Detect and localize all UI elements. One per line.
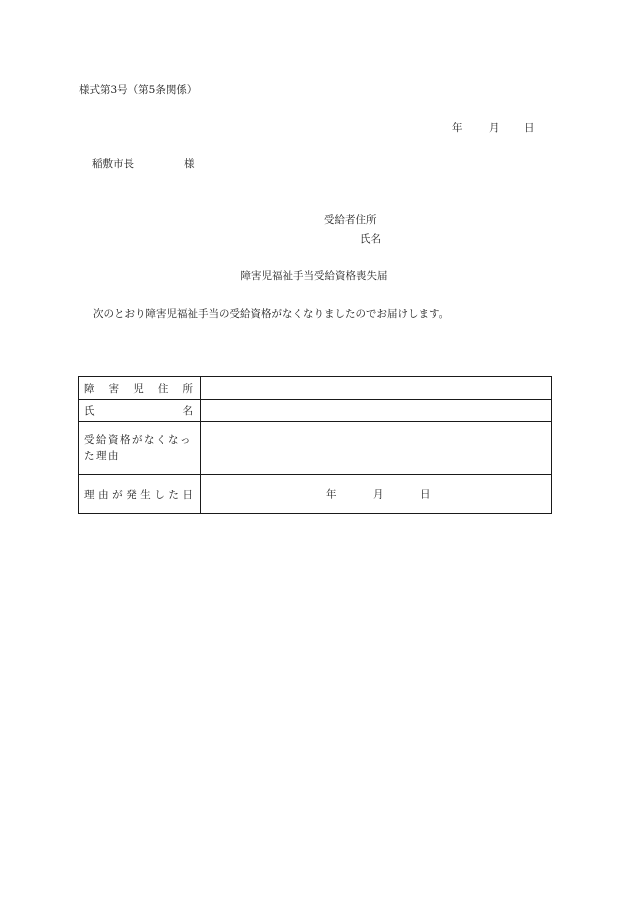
- occurrence-day-label: 日: [420, 488, 431, 501]
- statement-text: 次のとおり障害児福祉手当の受給資格がなくなりましたのでお届けします。: [93, 308, 450, 320]
- applicant-name-label: 氏名: [360, 233, 381, 245]
- occurrence-date-label: 理 由 が 発 生 し た 日: [79, 475, 201, 514]
- addressee-name: 稲敷市長: [92, 158, 134, 170]
- occurrence-date-field[interactable]: [201, 475, 552, 514]
- table-row-occurrence-date: [79, 475, 552, 514]
- table-row-child-address: [79, 377, 552, 400]
- child-address-field[interactable]: [201, 377, 552, 400]
- date-day-label: 日: [524, 122, 535, 134]
- document-title: 障害児福祉手当受給資格喪失届: [240, 270, 388, 282]
- table-row-reason: [79, 422, 552, 475]
- name-label: 氏 名: [79, 400, 201, 422]
- name-field[interactable]: [201, 400, 552, 422]
- form-table: [78, 376, 552, 514]
- reason-field[interactable]: [201, 422, 552, 475]
- form-number: 様式第3号（第5条関係）: [79, 84, 198, 96]
- addressee-honorific: 様: [184, 158, 195, 170]
- reason-label: 受給資格がなくなった理由: [79, 422, 201, 475]
- occurrence-month-label: 月: [373, 488, 384, 501]
- applicant-address-label: 受給者住所: [324, 214, 377, 226]
- table-row-name: [79, 400, 552, 422]
- occurrence-year-label: 年: [326, 488, 337, 501]
- date-year-label: 年: [452, 122, 463, 134]
- date-month-label: 月: [489, 122, 500, 134]
- child-address-label: 障 害 児 住 所: [79, 377, 201, 400]
